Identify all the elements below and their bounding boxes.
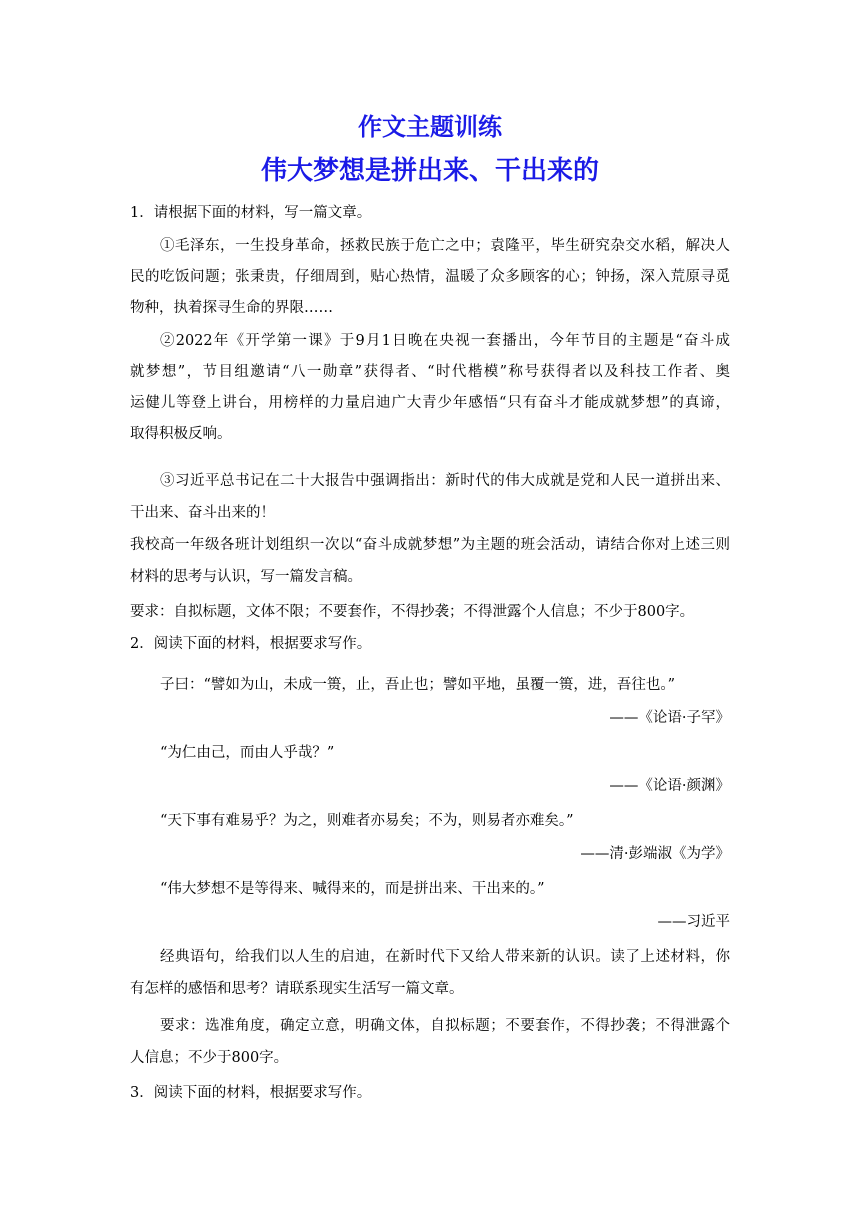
q1-material-2-line-4: 取得积极反响。	[130, 426, 232, 442]
question-2-heading: 2．阅读下面的材料，根据要求写作。	[130, 636, 372, 652]
q1-material-3-line-1: ③习近平总书记在二十大报告中强调指出：新时代的伟大成就是党和人民一道拼出来、	[160, 473, 730, 489]
q2-source-4: ——习近平	[657, 914, 730, 930]
q1-material-1-line-3: 物种，执着探寻生命的界限……	[130, 300, 333, 316]
q1-requirements: 要求：自拟标题，文体不限；不要套作，不得抄袭；不得泄露个人信息；不少于800字。	[130, 604, 695, 620]
q2-source-1: ——《论语·子罕》	[609, 710, 730, 726]
q2-body-line-2: 有怎样的感悟和思考？请联系现实生活写一篇文章。	[130, 981, 464, 997]
q2-quote-1: 子曰：“譬如为山，未成一篑，止，吾止也；譬如平地，虽覆一篑，进，吾往也。”	[160, 677, 676, 693]
question-1-heading: 1．请根据下面的材料，写一篇文章。	[130, 205, 372, 221]
q1-material-3-line-2: 干出来、奋斗出来的！	[130, 505, 275, 521]
question-3-heading: 3．阅读下面的材料，根据要求写作。	[130, 1085, 372, 1101]
q2-quote-2: “为仁由己，而由人乎哉？”	[160, 745, 335, 761]
q1-material-1-line-1: ①毛泽东，一生投身革命，拯救民族于危亡之中；袁隆平，毕生研究杂交水稻，解决人	[160, 238, 730, 254]
q2-source-2: ——《论语·颜渊》	[609, 778, 730, 794]
q2-quote-4: “伟大梦想不是等得来、喊得来的，而是拼出来、干出来的。”	[160, 881, 545, 897]
q2-requirements-line-2: 人信息；不少于800字。	[130, 1050, 289, 1066]
q1-material-2-line-2: 就梦想”，节目组邀请“八一勋章”获得者、“时代楷模”称号获得者以及科技工作者、奥	[130, 364, 730, 380]
document-subtitle: 伟大梦想是拼出来、干出来的	[260, 156, 599, 186]
q1-task-line-1: 我校高一年级各班计划组织一次以“奋斗成就梦想”为主题的班会活动，请结合你对上述三则	[130, 537, 730, 553]
q1-material-1-line-2: 民的吃饭问题；张秉贵，仔细周到，贴心热情，温暖了众多顾客的心；钟扬，深入荒原寻觅	[130, 269, 730, 285]
q2-source-3: ——清·彭端淑《为学》	[580, 846, 730, 862]
q1-material-2-line-1: ②2022年《开学第一课》于9月1日晚在央视一套播出，今年节目的主题是“奋斗成	[160, 333, 730, 349]
q1-material-2-line-3: 运健儿等登上讲台，用榜样的力量启迪广大青少年感悟“只有奋斗才能成就梦想”的真谛，	[130, 395, 730, 411]
q1-task-line-2: 材料的思考与认识，写一篇发言稿。	[130, 569, 362, 585]
q2-quote-3: “天下事有难易乎？为之，则难者亦易矣；不为，则易者亦难矣。”	[160, 813, 574, 829]
document-title: 作文主题训练	[358, 113, 502, 141]
q2-body-line-1: 经典语句，给我们以人生的启迪，在新时代下又给人带来新的认识。读了上述材料，你	[160, 949, 730, 965]
q2-requirements-line-1: 要求：选准角度，确定立意，明确文体，自拟标题；不要套作，不得抄袭；不得泄露个	[160, 1018, 730, 1034]
